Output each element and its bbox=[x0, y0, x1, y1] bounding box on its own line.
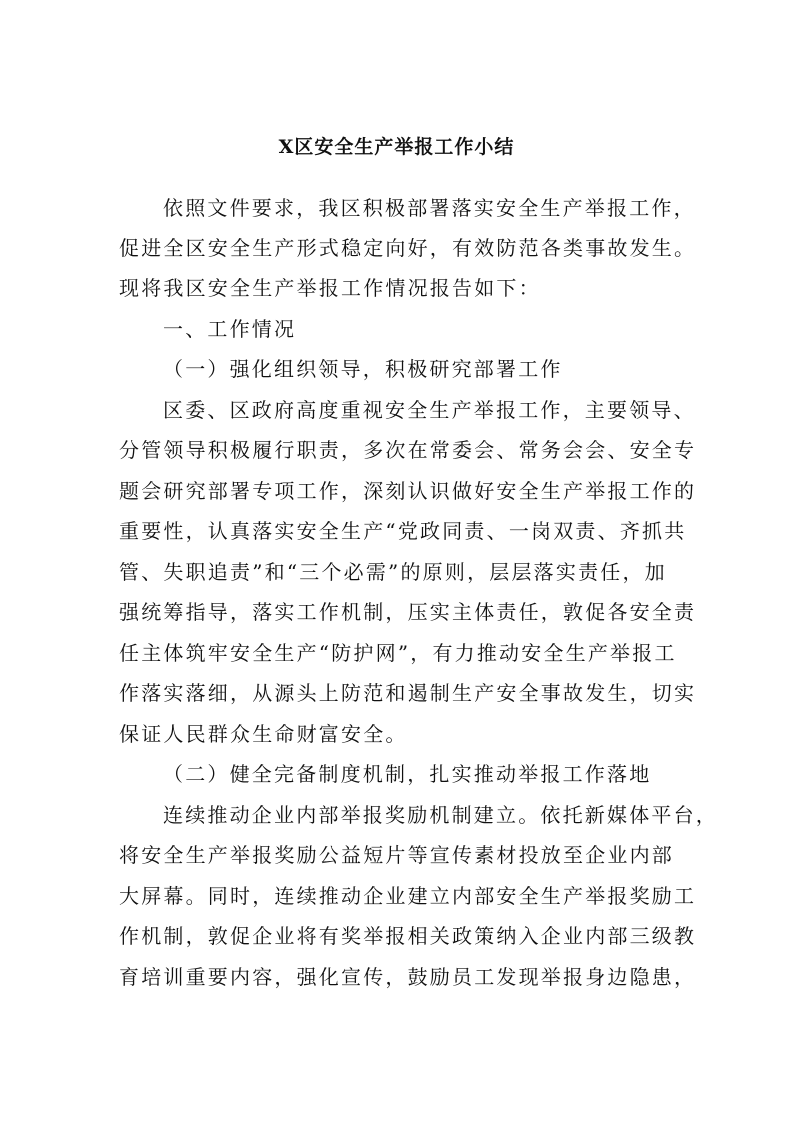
paragraph-line: 连续推动企业内部举报奖励机制建立。依托新媒体平台， bbox=[163, 803, 718, 827]
paragraph-line: 区委、区政府高度重视安全生产举报工作，主要领导、 bbox=[163, 398, 696, 422]
paragraph-line: 任主体筑牢安全生产“防护网”，有力推动安全生产举报工 bbox=[119, 641, 677, 665]
paragraph-line: 分管领导积极履行职责，多次在常委会、常务会会、安全专 bbox=[119, 438, 697, 462]
paragraph-line: 促进全区安全生产形式稳定向好，有效防范各类事故发生。 bbox=[119, 236, 697, 260]
paragraph-line: 重要性，认真落实安全生产“党政同责、一岗双责、齐抓共 bbox=[119, 519, 687, 543]
paragraph-line: 依照文件要求，我区积极部署落实安全生产举报工作， bbox=[163, 196, 696, 220]
paragraph-line: 保证人民群众生命财富安全。 bbox=[119, 722, 408, 746]
paragraph-line: 题会研究部署专项工作，深刻认识做好安全生产举报工作的 bbox=[119, 479, 697, 503]
subsection-heading: （一）强化组织领导，积极研究部署工作 bbox=[163, 357, 563, 381]
paragraph-line: 大屏幕。同时，连续推动企业建立内部安全生产举报奖励工 bbox=[119, 884, 697, 908]
paragraph-line: 育培训重要内容，强化宣传，鼓励员工发现举报身边隐患， bbox=[119, 965, 697, 989]
paragraph-line: 管、失职追责”和“三个必需”的原则，层层落实责任，加 bbox=[119, 560, 667, 584]
section-heading: 一、工作情况 bbox=[163, 317, 297, 341]
paragraph-line: 作落实落细，从源头上防范和遏制生产安全事故发生，切实 bbox=[119, 681, 697, 705]
paragraph-line: 将安全生产举报奖励公益短片等宣传素材投放至企业内部 bbox=[119, 843, 674, 867]
document-title: X区安全生产举报工作小结 bbox=[278, 136, 515, 158]
paragraph-line: 强统筹指导，落实工作机制，压实主体责任，敦促各安全责 bbox=[119, 600, 697, 624]
subsection-heading: （二）健全完备制度机制，扎实推动举报工作落地 bbox=[163, 762, 652, 786]
paragraph-line: 现将我区安全生产举报工作情况报告如下： bbox=[119, 276, 541, 300]
paragraph-line: 作机制，敦促企业将有奖举报相关政策纳入企业内部三级教 bbox=[119, 924, 697, 948]
